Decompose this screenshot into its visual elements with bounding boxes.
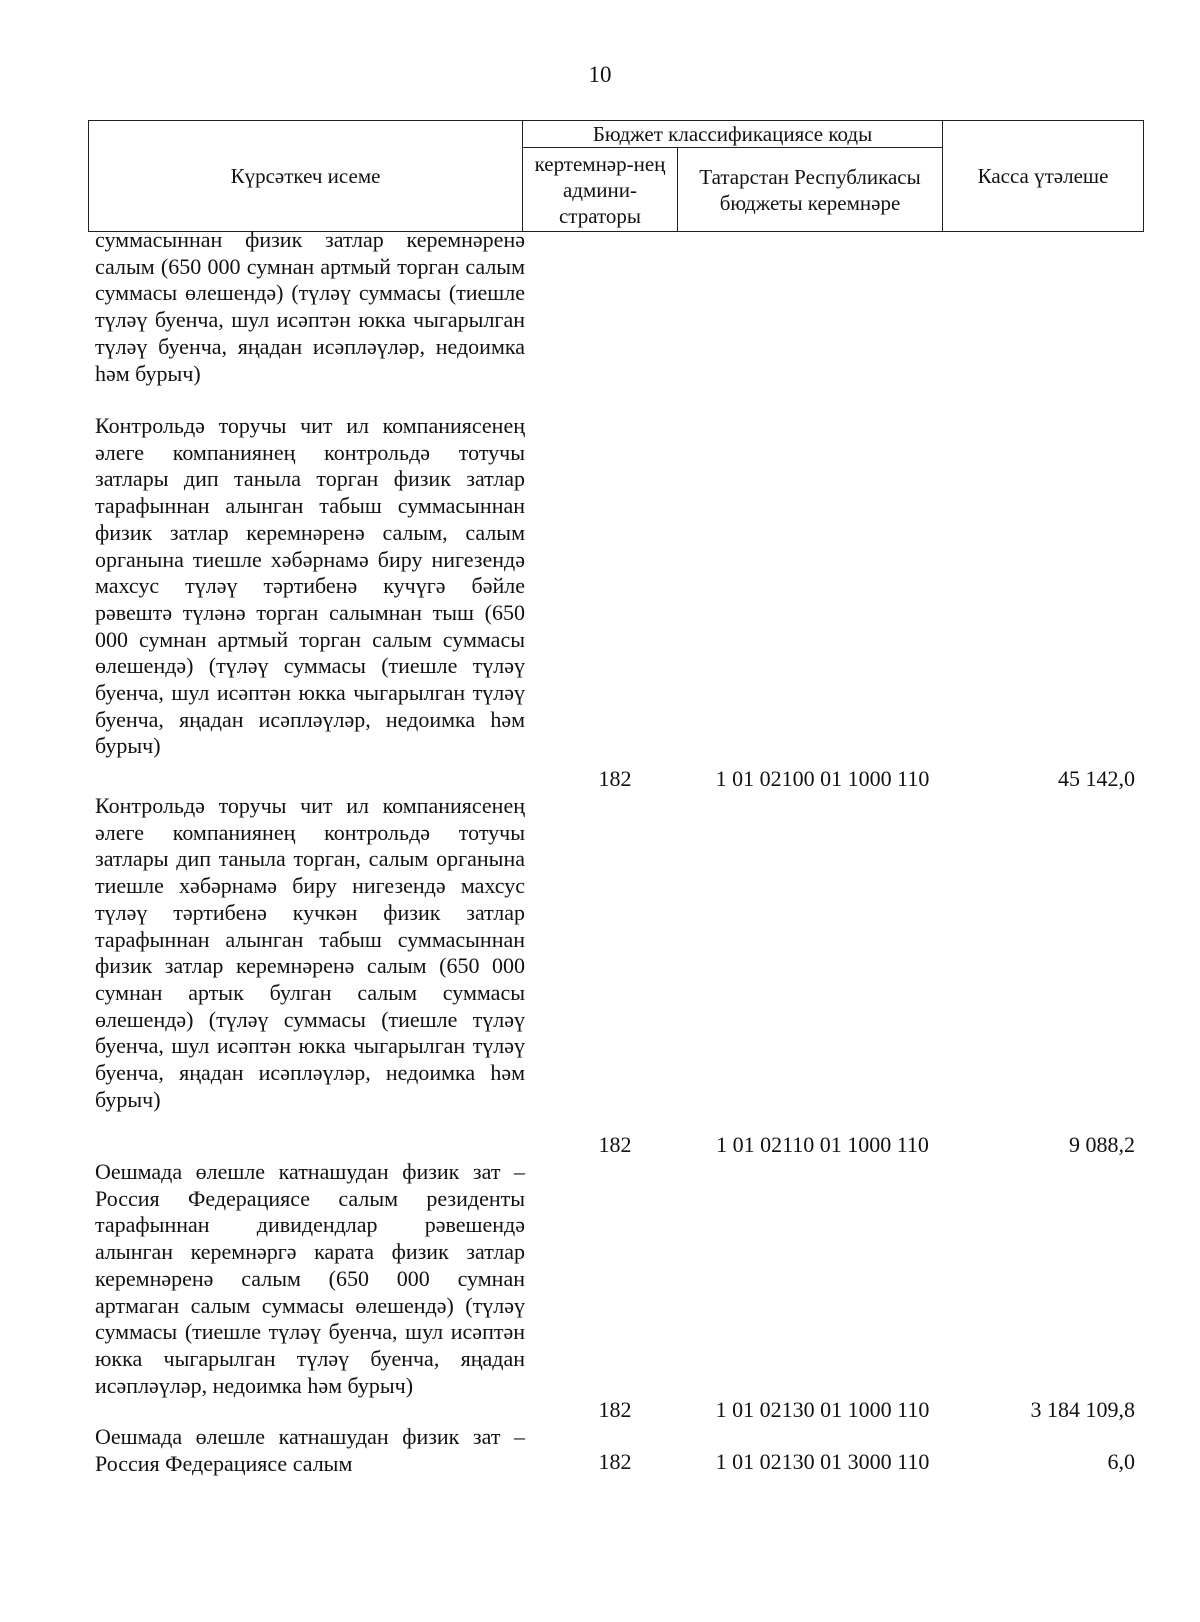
budget-code: 1 01 02100 01 1000 110 (715, 766, 930, 791)
header-revenue-administrators: кертемнәр-нең админи-страторы (523, 148, 678, 232)
indicator-name: Оешмада өлешле катнашудан физик зат – Россия Федерациясе салым (95, 1424, 525, 1476)
indicator-name: Контрольдә торучы чит ил компаниясенең әлеге компаниянең контрольдә тотучы затлары дип таныла торган, салым органына тиешле хәбәрнамә биру нигезендә махсус түләү тәртибенә кучкән физик затлар тарафыннан алынган табыш суммасыннан физик затлар керемнәренә салым (650 000 сумнан артык булган салым суммасы өлешендә) (түләү суммасы (тиешле түләү буенча, шул исәптән юкка чыгарылган түләү буенча, яңадан исәпләүләр, недоимка һәм бурыч) (95, 793, 525, 1112)
indicator-name: Оешмада өлешле катнашудан физик зат – Россия Федерациясе салым резиденты тарафыннан дивидендлар рәвешендә алынган керемнәргә карата физик затлар керемнәренә салым (650 000 сумнан артмаган салым суммасы өлешендә) (түләү суммасы (тиешле түләү буенча, шул исәптән юкка чыгарылган түләү буенча, яңадан исәпләүләр, недоимка һәм бурыч) (95, 1159, 525, 1398)
cash-amount: 45 142,0 (1058, 766, 1135, 791)
admin-code: 182 (598, 1132, 632, 1157)
header-budget-classification: Бюджет классификациясе коды (523, 121, 943, 148)
page-number: 10 (588, 62, 612, 87)
admin-code: 182 (598, 1397, 632, 1422)
table-header (88, 120, 1144, 232)
admin-code: 182 (598, 1449, 632, 1474)
header-tatarstan-budget-revenues: Татарстан Республикасы бюджеты керемнәре (678, 148, 943, 232)
budget-code: 1 01 02130 01 3000 110 (715, 1449, 930, 1474)
cash-amount: 6,0 (1107, 1449, 1135, 1474)
header-indicator-name: Күрсәткеч исеме (89, 121, 523, 232)
indicator-name: Контрольдә торучы чит ил компаниясенең әлеге компаниянең контрольдә тотучы затлары дип таныла торган физик затлар тарафыннан алынган табыш суммасыннан физик затлар керемнәренә салым, салым органына тиешле хәбәрнамә биру нигезендә махсус түләү тәртибенә кучүгә бәйле рәвештә түләнә торган салымнан тыш (650 000 сумнан артмый торган салым суммасы өлешендә) (түләү суммасы (тиешле түләү буенча, шул исәптән юкка чыгарылган түләү буенча, яңадан исәпләүләр, недоимка һәм бурыч) (95, 413, 525, 759)
cash-amount: 9 088,2 (1069, 1132, 1135, 1157)
indicator-name: суммасыннан физик затлар керемнәренә салым (650 000 сумнан артмый торган салым суммасы өлешендә) (түләү суммасы (тиешле түләү буенча, шул исәптән юкка чыгарылган түләү буенча, яңадан исәпләүләр, недоимка һәм бурыч) (95, 227, 525, 386)
budget-code: 1 01 02130 01 1000 110 (715, 1397, 930, 1422)
cash-amount: 3 184 109,8 (1030, 1397, 1135, 1422)
header-cash-execution: Касса үтәлеше (943, 121, 1144, 232)
budget-code: 1 01 02110 01 1000 110 (716, 1132, 929, 1157)
admin-code: 182 (598, 766, 632, 791)
